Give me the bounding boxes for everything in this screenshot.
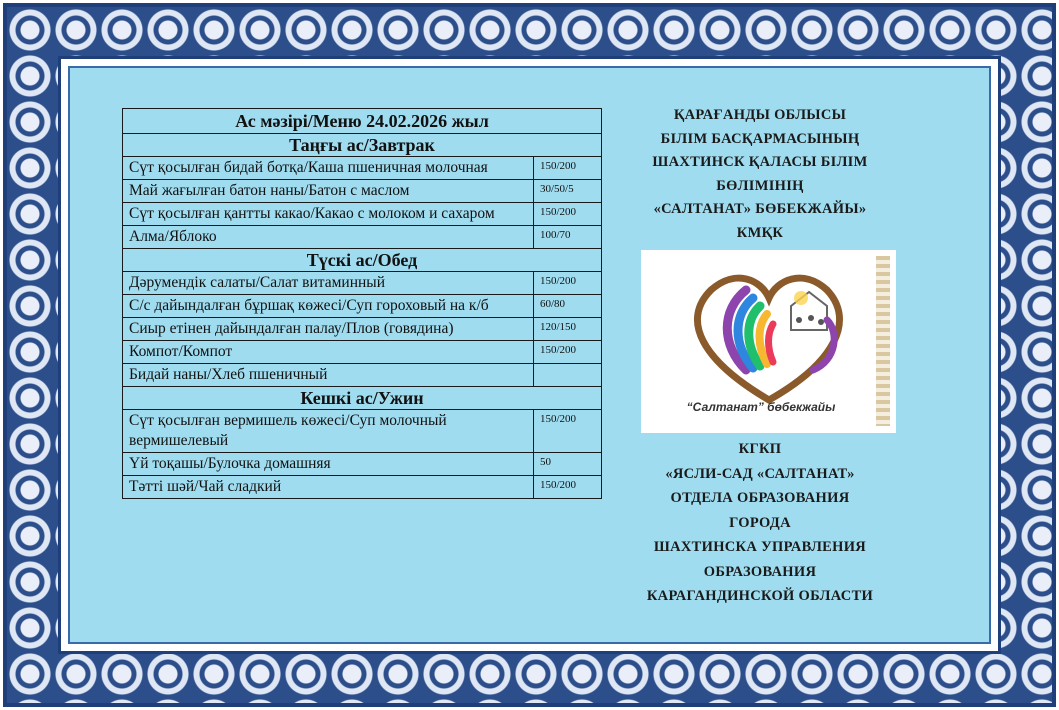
ornament-strip [876, 256, 890, 426]
table-row [123, 157, 602, 180]
menu-table [122, 108, 602, 499]
dish-portion: 150/200 [534, 341, 602, 364]
table-row [123, 364, 602, 387]
dish-portion: 150/200 [534, 410, 602, 453]
dish-portion: 150/200 [534, 272, 602, 295]
organization-name-ru [620, 437, 900, 609]
org-line: КГКП [738, 441, 782, 457]
dish-portion: 150/200 [534, 157, 602, 180]
dish-name: Бидай наны/Хлеб пшеничный [123, 364, 534, 387]
org-line: ШАХТИНСКА УПРАВЛЕНИЯ [653, 539, 867, 555]
dish-name: Май жағылған батон наны/Батон с маслом [123, 180, 534, 203]
org-line: КМҚК [736, 224, 784, 241]
table-row [123, 272, 602, 295]
table-row [123, 203, 602, 226]
dish-portion: 150/200 [534, 203, 602, 226]
dish-portion: 150/200 [534, 476, 602, 499]
table-row [123, 410, 602, 453]
dish-name: С/с дайындалған бұршақ көжесі/Суп гороховый на к/б [123, 295, 534, 318]
table-row [123, 295, 602, 318]
dish-portion: 30/50/5 [534, 180, 602, 203]
dish-name: Дәрумендік салаты/Салат витаминный [123, 272, 534, 295]
table-row [123, 341, 602, 364]
dish-name: Сүт қосылған қантты какао/Какао с молоком и сахаром [123, 203, 534, 226]
dish-name: Алма/Яблоко [123, 226, 534, 249]
dish-portion: 60/80 [534, 295, 602, 318]
org-line: ОБРАЗОВАНИЯ [703, 563, 817, 580]
org-line: ГОРОДА [729, 514, 791, 531]
dish-name: Сиыр етінен дайындалған палау/Плов (говядина) [123, 318, 534, 341]
dish-name: Компот/Компот [123, 341, 534, 364]
org-line: ОТДЕЛА ОБРАЗОВАНИЯ [670, 490, 850, 506]
org-line: «САЛТАНАТ» БӨБЕКЖАЙЫ» [653, 201, 867, 217]
dish-portion: 50 [534, 453, 602, 476]
menu-title: Ас мәзірі/Меню 24.02.2026 жыл [123, 109, 602, 134]
dish-name: Үй тоқашы/Булочка домашняя [123, 453, 534, 476]
table-row [123, 318, 602, 341]
org-line: КАРАГАНДИНСКОЙ ОБЛАСТИ [646, 588, 874, 604]
section-lunch: Түскі ас/Обед [123, 249, 602, 272]
org-line: БӨЛІМІНІҢ [716, 177, 804, 194]
section-dinner: Кешкі ас/Ужин [123, 387, 602, 410]
dish-portion [534, 364, 602, 387]
table-row [123, 180, 602, 203]
table-row [123, 453, 602, 476]
org-line: БІЛІМ БАСҚАРМАСЫНЫҢ [660, 130, 860, 147]
logo-caption: “Салтанат” бөбекжайы [686, 400, 836, 414]
kindergarten-logo [641, 250, 896, 433]
table-row [123, 226, 602, 249]
dish-name: Тәтті шәй/Чай сладкий [123, 476, 534, 499]
section-breakfast: Таңғы ас/Завтрак [123, 134, 602, 157]
table-row [123, 476, 602, 499]
org-line: «ЯСЛИ-САД «САЛТАНАТ» [665, 465, 855, 482]
organization-name-kz [620, 104, 900, 245]
dish-portion: 120/150 [534, 318, 602, 341]
org-line: ШАХТИНСК ҚАЛАСЫ БІЛІМ [652, 154, 868, 170]
org-line: ҚАРАҒАНДЫ ОБЛЫСЫ [673, 107, 847, 123]
dish-name: Сүт қосылған бидай ботқа/Каша пшеничная молочная [123, 157, 534, 180]
dish-name: Сүт қосылған вермишель көжесі/Суп молочный вермишелевый [123, 410, 534, 453]
dish-portion: 100/70 [534, 226, 602, 249]
